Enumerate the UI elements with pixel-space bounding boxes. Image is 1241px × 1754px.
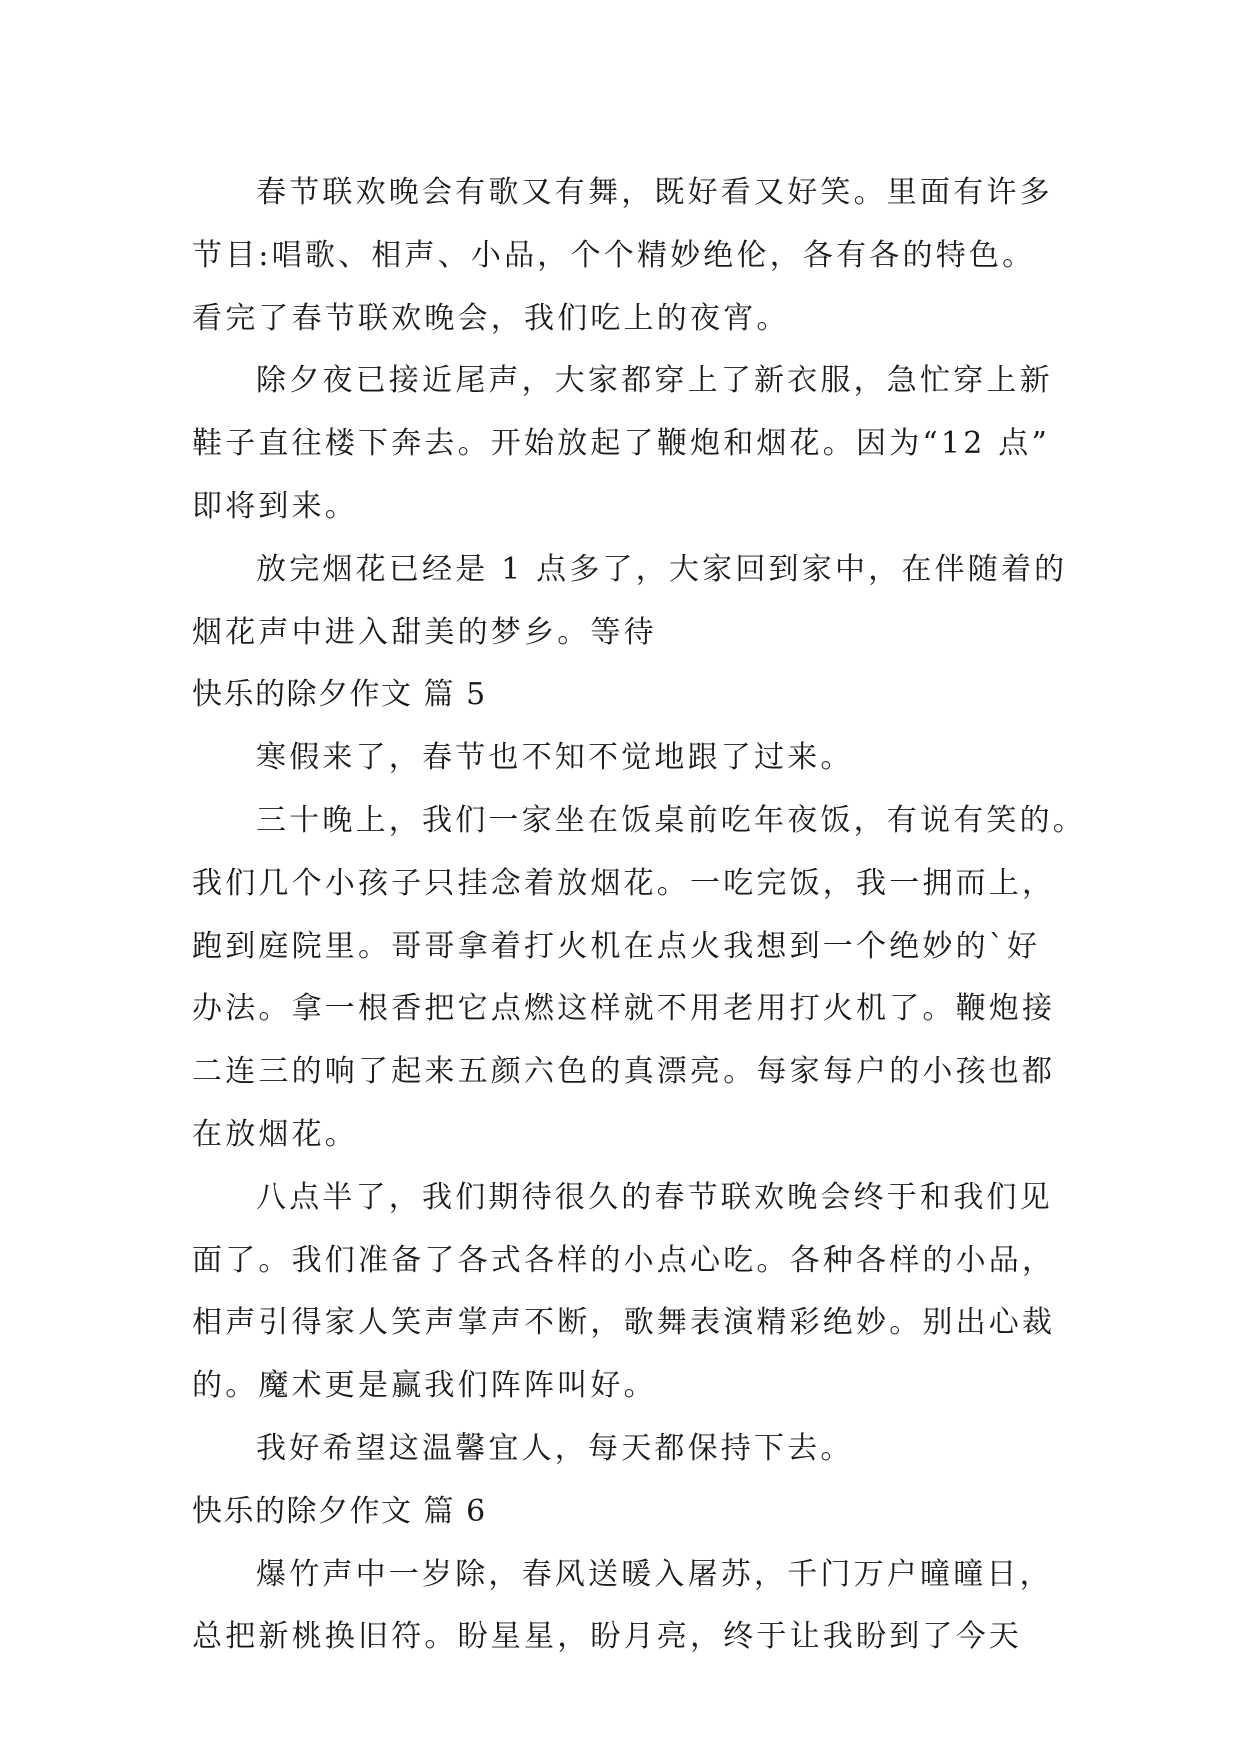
- text-line: 二连三的响了起来五颜六色的真漂亮。每家每户的小孩也都: [192, 1054, 1056, 1090]
- section-heading: 快乐的除夕作文 篇 5: [192, 677, 487, 713]
- text-line: 我好希望这温馨宜人，每天都保持下去。: [256, 1430, 854, 1466]
- text-line: 寒假来了，春节也不知不觉地跟了过来。: [256, 740, 854, 776]
- text-line: 除夕夜已接近尾声，大家都穿上了新衣服，急忙穿上新: [256, 363, 1053, 399]
- text-line: 即将到来。: [192, 488, 358, 524]
- text-line: 春节联欢晚会有歌又有舞，既好看又好笑。里面有许多: [256, 175, 1053, 210]
- section-heading: 快乐的除夕作文 篇 6: [192, 1493, 487, 1529]
- text-line: 看完了春节联欢晚会，我们吃上的夜宵。: [192, 300, 790, 336]
- text-line: 鞋子直往楼下奔去。开始放起了鞭炮和烟花。因为“12 点”: [192, 426, 1050, 462]
- text-line: 爆竹声中一岁除，春风送暖入屠苏，千门万户曈曈日，: [256, 1556, 1053, 1592]
- text-line: 放完烟花已经是 1 点多了，大家回到家中，在伴随着的: [256, 551, 1068, 587]
- document-body: [192, 162, 1086, 1669]
- text-line: 的。魔术更是赢我们阵阵叫好。: [192, 1368, 657, 1404]
- text-line: 三十晚上，我们一家坐在饭桌前吃年夜饭，有说有笑的。: [256, 802, 1086, 838]
- text-line: 我们几个小孩子只挂念着放烟花。一吃完饭，我一拥而上，: [192, 865, 1056, 901]
- text-line: 节目:唱歌、相声、小品，个个精妙绝伦，各有各的特色。: [192, 237, 1036, 273]
- text-line: 面了。我们准备了各式各样的小点心吃。各种各样的小品，: [192, 1242, 1056, 1278]
- text-line: 八点半了，我们期待很久的春节联欢晚会终于和我们见: [256, 1179, 1053, 1215]
- text-line: 总把新桃换旧符。盼星星，盼月亮，终于让我盼到了今天: [192, 1619, 1022, 1655]
- text-line: 烟花声中进入甜美的梦乡。等待: [192, 614, 657, 650]
- text-line: 相声引得家人笑声掌声不断，歌舞表演精彩绝妙。别出心裁: [192, 1305, 1056, 1341]
- text-line: 跑到庭院里。哥哥拿着打火机在点火我想到一个绝妙的`好: [192, 928, 1041, 964]
- text-line: 办法。拿一根香把它点燃这样就不用老用打火机了。鞭炮接: [192, 991, 1056, 1027]
- text-line: 在放烟花。: [192, 1116, 358, 1152]
